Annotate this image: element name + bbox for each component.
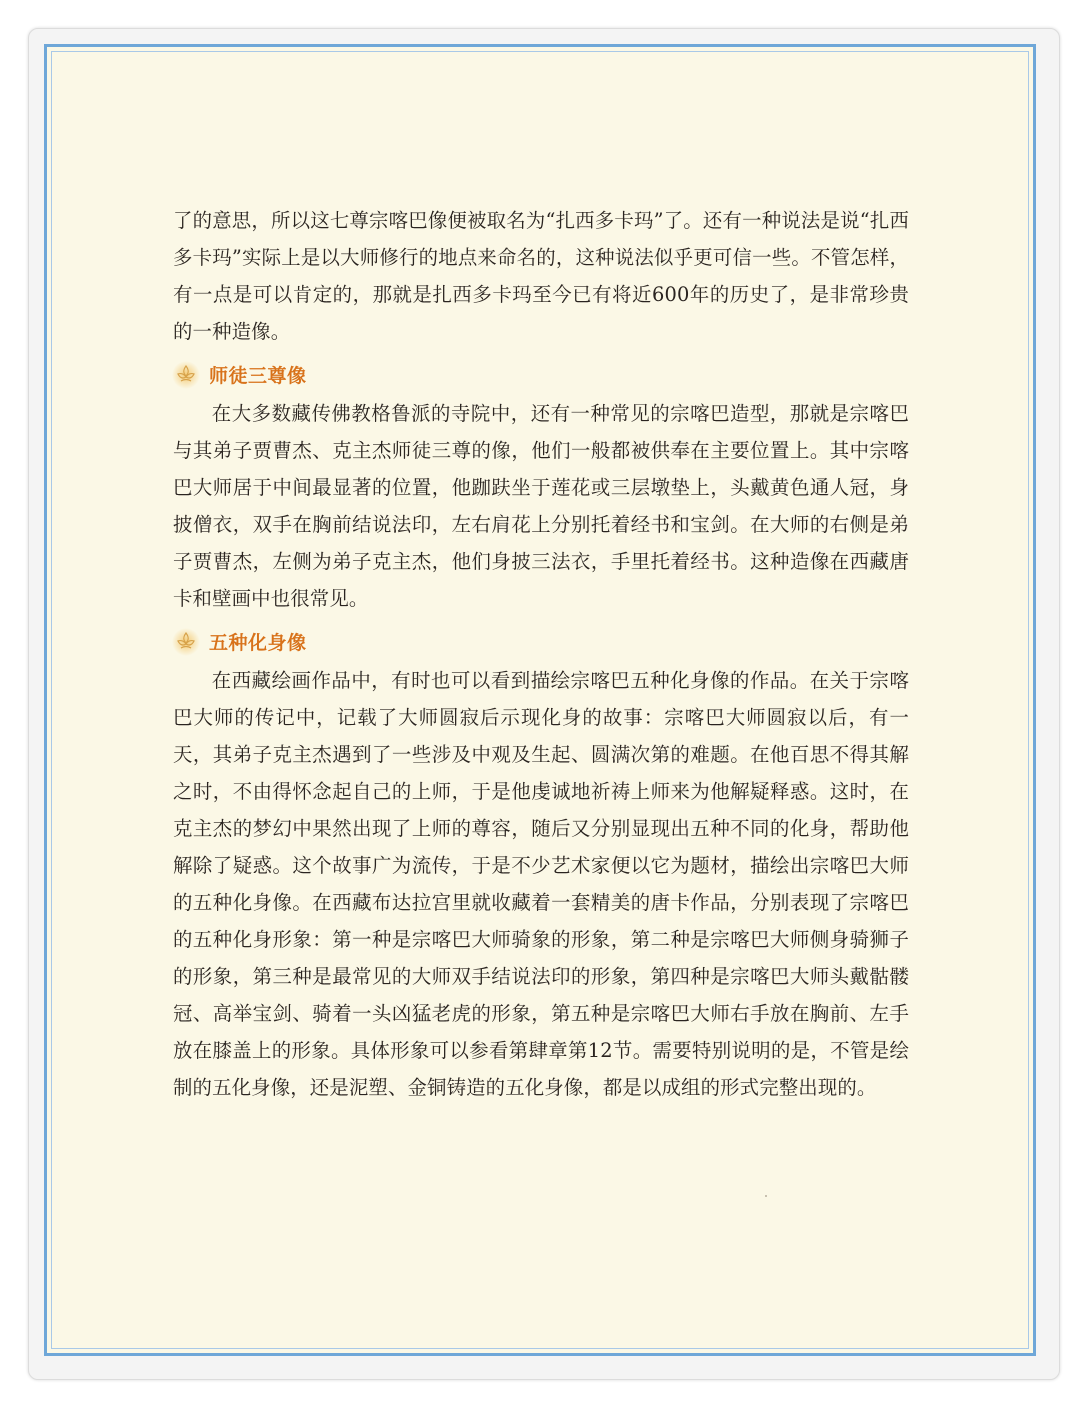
section-heading-wuzhong [173, 623, 909, 660]
section2-paragraph: 在西藏绘画作品中，有时也可以看到描绘宗喀巴五种化身像的作品。在关于宗喀巴大师的传记中，记载了大师圆寂后示现化身的故事：宗喀巴大师圆寂以后，有一天，其弟子克主杰遇到了一些涉及中观及生起、圆满次第的难题。在他百思不得其解之时，不由得怀念起自己的上师，于是他虔诚地祈祷上师来为他解疑释惑。这时，在克主杰的梦幻中果然出现了上师的尊容，随后又分别显现出五种不同的化身，帮助他解除了疑惑。这个故事广为流传，于是不少艺术家便以它为题材，描绘出宗喀巴大师的五种化身像。在西藏布达拉宫里就收藏着一套精美的唐卡作品，分别表现了宗喀巴的五种化身形象：第一种是宗喀巴大师骑象的形象，第二种是宗喀巴大师侧身骑狮子的形象，第三种是最常见的大师双手结说法印的形象，第四种是宗喀巴大师头戴骷髅冠、高举宝剑、骑着一头凶猛老虎的形象，第五种是宗喀巴大师右手放在胸前、左手放在膝盖上的形象。具体形象可以参看第肆章第12节。需要特别说明的是，不管是绘制的五化身像，还是泥塑、金铜铸造的五化身像，都是以成组的形式完整出现的。 [173, 669, 909, 1099]
document-body [173, 202, 909, 1106]
lotus-ornament-icon [171, 360, 201, 390]
intro-paragraph: 了的意思，所以这七尊宗喀巴像便被取名为“扎西多卡玛”了。还有一种说法是说“扎西多卡玛”实际上是以大师修行的地点来命名的，这种说法似乎更可信一些。不管怎样，有一点是可以肯定的，那就是扎西多卡玛至今已有将近600年的历史了，是非常珍贵的一种造像。 [173, 209, 909, 343]
section-heading-text: 五种化身像 [209, 632, 307, 654]
section-heading-text: 师徒三尊像 [209, 365, 307, 387]
section-heading-shitu [173, 356, 909, 393]
section1-paragraph: 在大多数藏传佛教格鲁派的寺院中，还有一种常见的宗喀巴造型，那就是宗喀巴与其弟子贾曹杰、克主杰师徒三尊的像，他们一般都被供奉在主要位置上。其中宗喀巴大师居于中间最显著的位置，他跏趺坐于莲花或三层墩垫上，头戴黄色通人冠，身披僧衣，双手在胸前结说法印，左右肩花上分别托着经书和宝剑。在大师的右侧是弟子贾曹杰，左侧为弟子克主杰，他们身披三法衣，手里托着经书。这种造像在西藏唐卡和壁画中也很常见。 [173, 402, 909, 610]
scan-speck [765, 1195, 767, 1197]
lotus-ornament-icon [171, 627, 201, 657]
